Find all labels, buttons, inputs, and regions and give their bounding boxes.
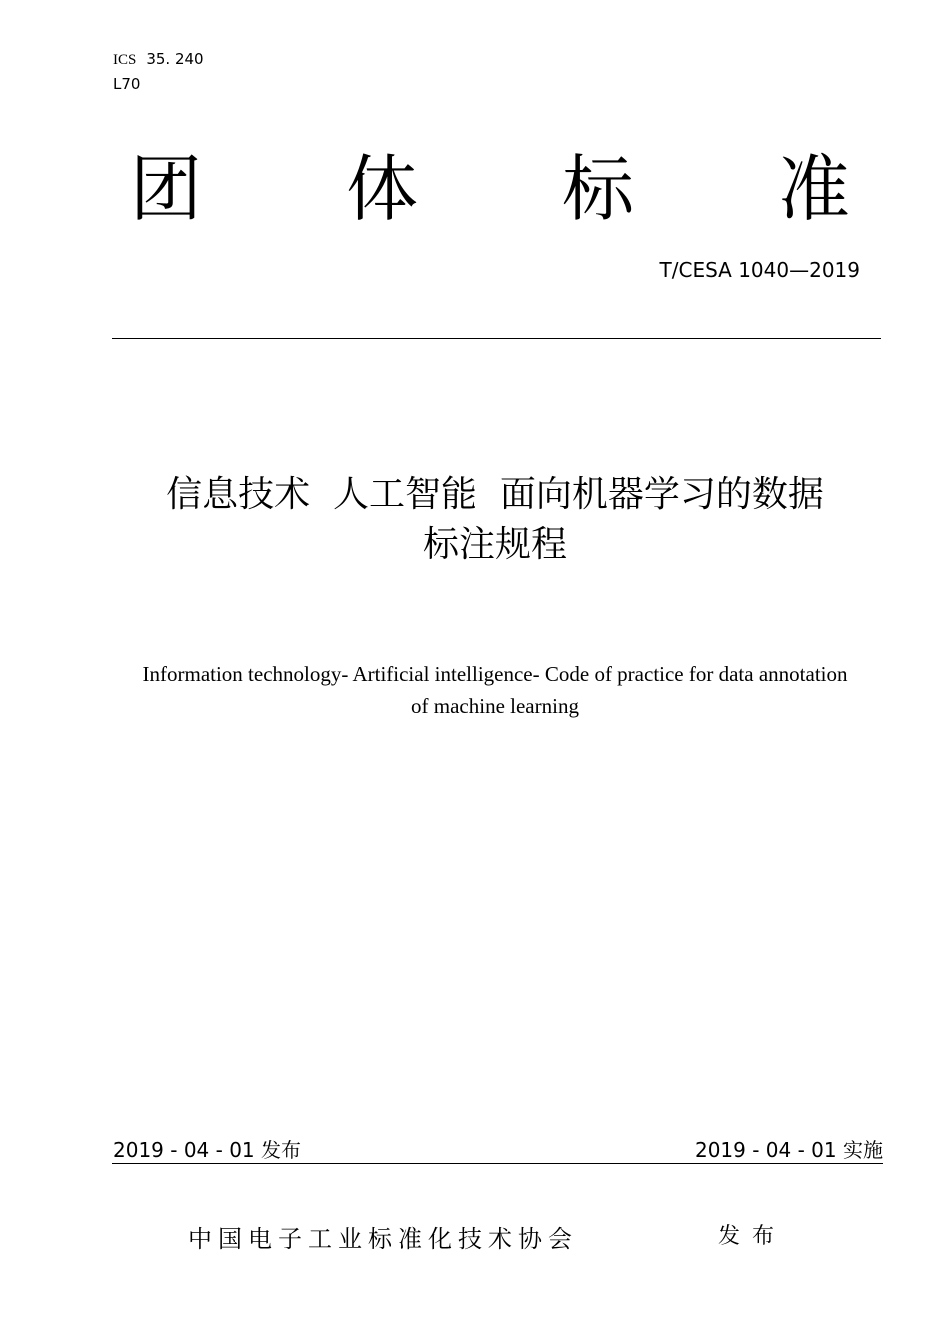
chinese-title	[100, 470, 890, 570]
implement-date: 2019 - 04 - 01 实施	[694, 1138, 883, 1162]
issuing-organization: 中国电子工业标准化技术协会	[188, 1225, 578, 1253]
bottom-divider	[112, 1163, 883, 1164]
english-title-line: Information technology- Artificial intelligence- Code of practice for data annotation	[142, 662, 848, 686]
chinese-title-line: 信息技术 人工智能 面向机器学习的数据	[166, 474, 824, 515]
ics-label: ICS	[113, 52, 137, 68]
chinese-title-line: 标注规程	[422, 524, 567, 565]
heading-char: 标	[561, 147, 634, 231]
standard-number: T/CESA 1040—2019	[659, 258, 860, 282]
publish-date: 2019 - 04 - 01 发布	[113, 1138, 302, 1162]
english-title	[100, 658, 890, 722]
english-title-line: of machine learning	[411, 694, 579, 718]
ics-value: 35. 240	[146, 50, 204, 68]
ics-classification	[113, 50, 204, 69]
standard-type-heading	[130, 148, 850, 230]
heading-char: 体	[345, 147, 418, 231]
top-divider	[112, 338, 881, 339]
heading-char: 团	[130, 147, 203, 231]
heading-char: 准	[777, 147, 850, 231]
ccs-code: L70	[113, 75, 141, 93]
issue-label: 发布	[718, 1224, 787, 1249]
